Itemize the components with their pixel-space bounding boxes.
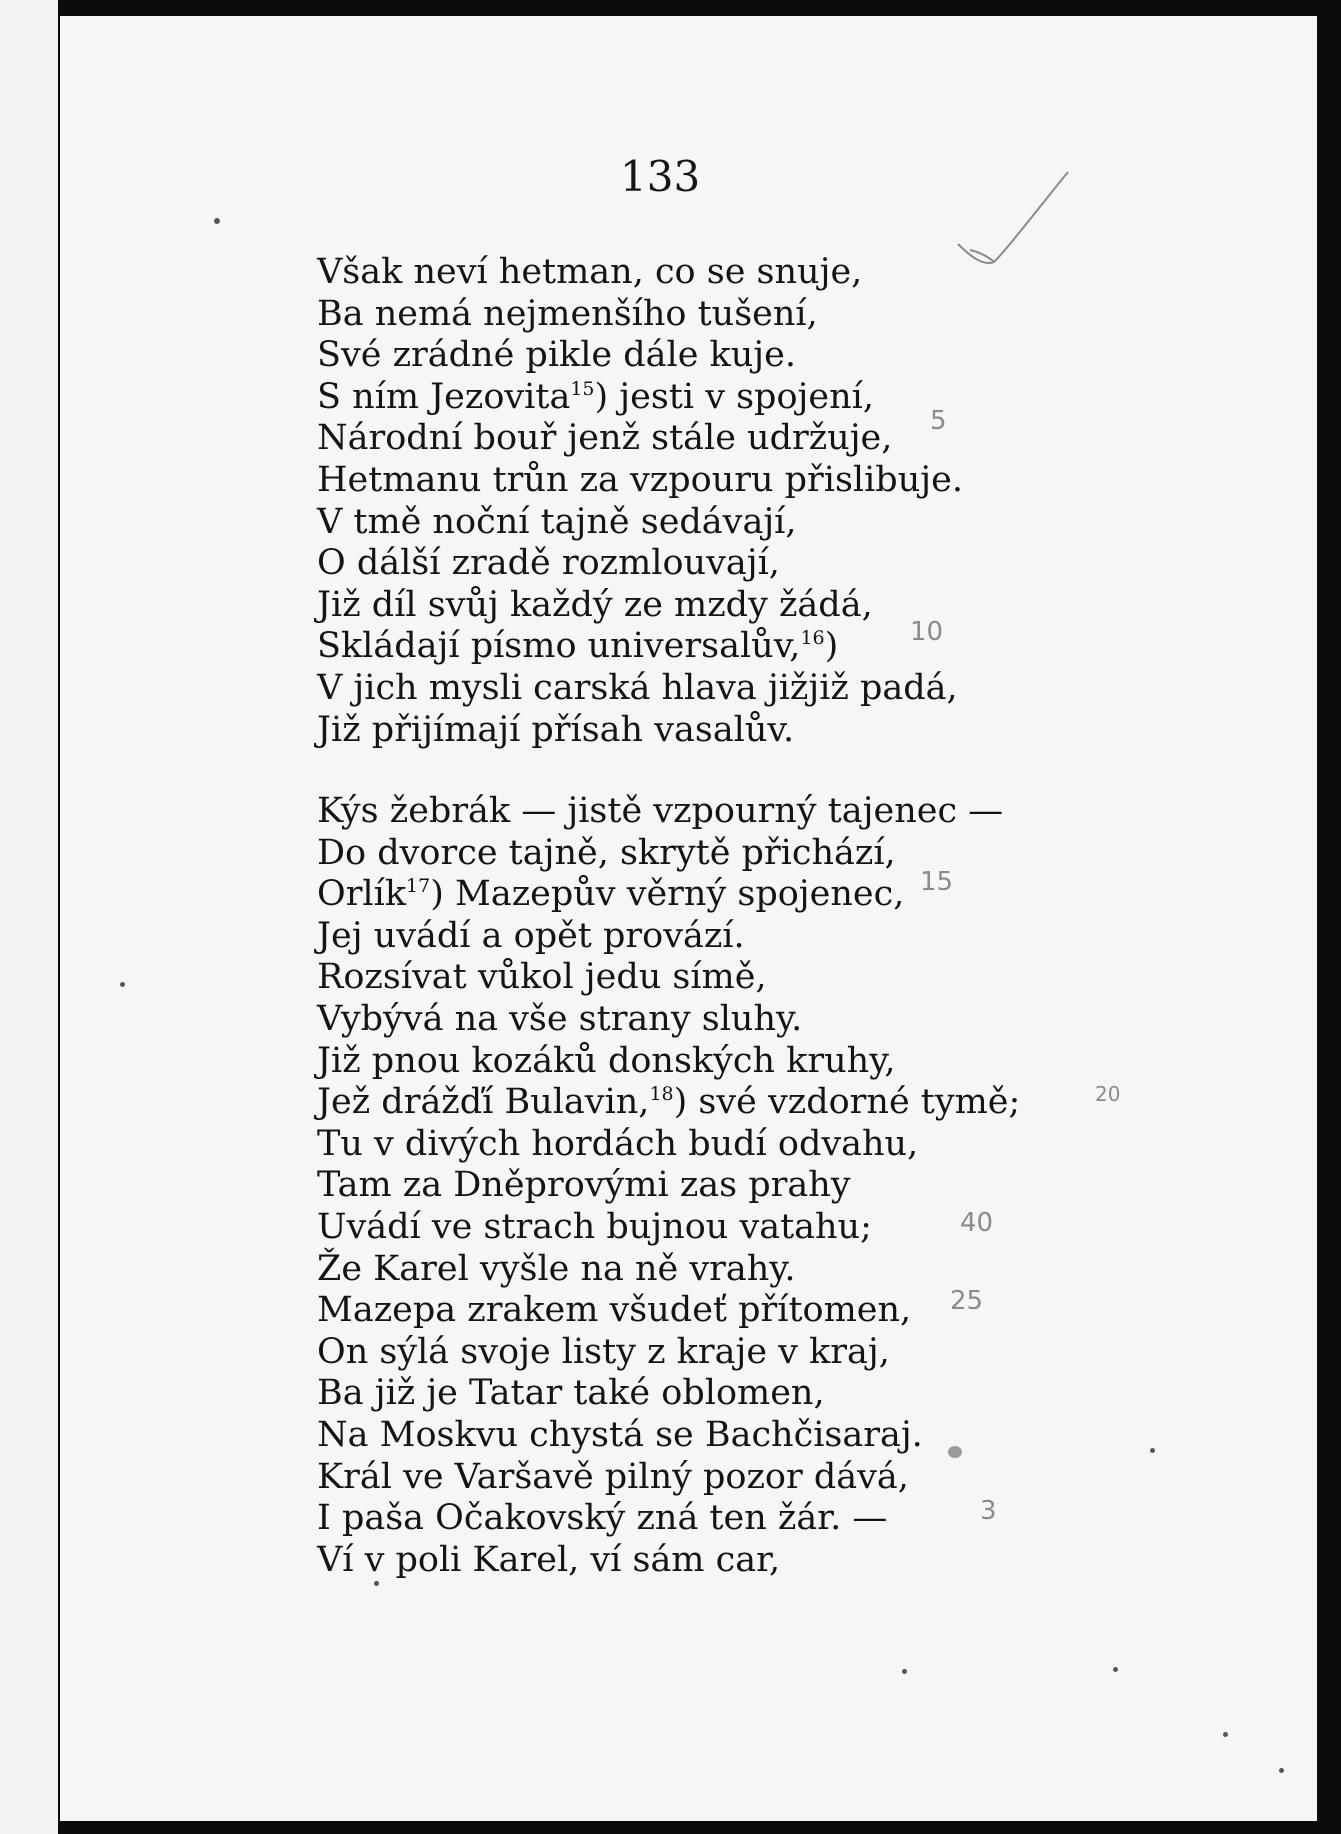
ink-blot xyxy=(948,1446,962,1458)
verse-line: S ním Jezovita$^{15}$) jesti v spojení, xyxy=(317,376,874,417)
page-sheet xyxy=(60,16,1317,1821)
verse-line: Na Moskvu chystá se Bachčisaraj. xyxy=(317,1414,923,1455)
verse-line: Národní bouř jenž stále udržuje, xyxy=(317,418,893,459)
verse-line: Rozsívat vůkol jedu símě, xyxy=(317,957,767,998)
verse-line: Jež drážďí Bulavin,$^{18}$) své vzdorné tymě; xyxy=(317,1082,1021,1123)
pencil-check-mark xyxy=(950,166,1080,276)
verse-line: Již díl svůj každý ze mzdy žádá, xyxy=(317,584,873,625)
paper-speck xyxy=(1113,1667,1118,1672)
footnote-ref: 16 xyxy=(800,627,825,650)
verse-line: Své zrádné pikle dále kuje. xyxy=(317,335,796,376)
verse-line: Vybývá na vše strany sluhy. xyxy=(317,998,803,1039)
footnote-ref: 15 xyxy=(570,377,595,400)
verse-line: Král ve Varšavě pilný pozor dává, xyxy=(317,1456,909,1497)
stanza-2 xyxy=(317,791,1020,1581)
pencil-line-count: 25 xyxy=(950,1286,984,1316)
paper-speck xyxy=(214,218,220,224)
previous-page-edge xyxy=(0,0,58,1834)
verse-line: Ba již je Tatar také oblomen, xyxy=(317,1373,825,1414)
verse-line: On sýlá svoje listy z kraje v kraj, xyxy=(317,1331,890,1372)
verse-line: Tam za Dněprovými zas prahy xyxy=(317,1165,851,1206)
pencil-line-count: 20 xyxy=(1095,1082,1121,1106)
verse-line: Tu v divých hordách budí odvahu, xyxy=(317,1123,919,1164)
verse-line: Orlík$^{17}$) Mazepův věrný spojenec, xyxy=(317,874,905,915)
verse-line: Že Karel vyšle na ně vrahy. xyxy=(317,1248,796,1289)
verse-line: Skládají písmo universalův,$^{16}$) xyxy=(317,626,839,667)
pencil-line-count: 10 xyxy=(910,617,944,647)
verse-line: Již přijímají přísah vasalův. xyxy=(317,709,795,750)
footnote-ref: 17 xyxy=(406,875,431,898)
footnote-ref: 18 xyxy=(649,1083,674,1106)
paper-speck xyxy=(902,1669,907,1674)
verse-line: V tmě noční tajně sedávají, xyxy=(317,501,797,542)
verse-line: V jich mysli carská hlava jižjiž padá, xyxy=(317,667,958,708)
verse-line: Ví v poli Karel, ví sám car, xyxy=(317,1539,781,1580)
verse-line: Již pnou kozáků donských kruhy, xyxy=(317,1040,896,1081)
verse-line: Jej uvádí a opět provází. xyxy=(317,915,745,956)
paper-speck xyxy=(1223,1732,1228,1737)
verse-line: Uvádí ve strach bujnou vatahu; xyxy=(317,1206,872,1247)
page-number: 133 xyxy=(620,152,701,201)
verse-line: Do dvorce tajně, skrytě přichází, xyxy=(317,832,896,873)
verse-line: Ba nemá nejmenšího tušení, xyxy=(317,293,818,334)
stanza-1 xyxy=(317,252,963,751)
verse-line: I paša Očakovský zná ten žár. — xyxy=(317,1498,888,1539)
pencil-line-count: 15 xyxy=(920,867,954,897)
pencil-line-count: 3 xyxy=(980,1496,997,1526)
verse-line: O dálší zradě rozmlouvají, xyxy=(317,543,780,584)
pencil-line-count: 40 xyxy=(960,1208,994,1238)
verse-line: Hetmanu trůn za vzpouru přislibuje. xyxy=(317,459,963,500)
paper-speck xyxy=(374,1581,379,1586)
verse-line: Mazepa zrakem všudeť přítomen, xyxy=(317,1290,912,1331)
pencil-line-count: 5 xyxy=(930,406,947,436)
paper-speck xyxy=(1150,1448,1155,1453)
verse-line: Kýs žebrák — jistě vzpourný tajenec — xyxy=(317,791,1004,831)
paper-speck xyxy=(1279,1768,1284,1773)
paper-speck xyxy=(120,982,125,987)
verse-line: Však neví hetman, co se snuje, xyxy=(317,252,863,292)
